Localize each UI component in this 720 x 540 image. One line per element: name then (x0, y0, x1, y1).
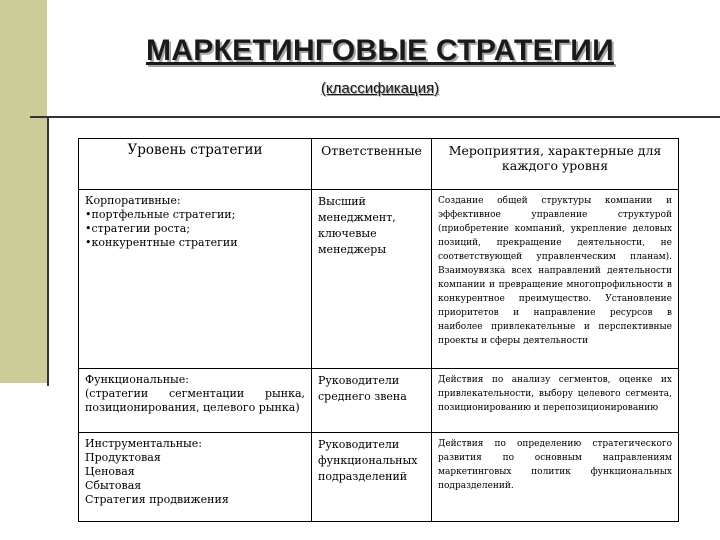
level-item: Сбытовая (85, 479, 142, 492)
level-cell (79, 190, 312, 369)
level-item: •стратегии роста; (85, 222, 191, 235)
activities-cell: Создание общей структуры компании и эффективное управление структурой (приобретение компаний, укрепление деловых позиций, прекращение деятельности, не соответствующей управленческим планам). Взаимоувязка всех направлений деятельности компании и превращение многопрофильности в конкурентное преимущество. Установление приоритетов и направление ресурсов в наиболее привлекательные и перспективные проекты и сферы деятельности (432, 190, 679, 369)
table-header-row (79, 139, 679, 190)
table-row (79, 369, 679, 433)
level-item: Ценовая (85, 465, 135, 478)
vertical-rule (47, 116, 49, 386)
activities-cell: Действия по анализу сегментов, оценке их привлекательности, выбору целевого сегмента, позиционированию и перепозиционированию (432, 369, 679, 433)
responsible-cell: Руководители функциональных подразделений (312, 433, 432, 522)
table-row (79, 190, 679, 369)
header-activities: Мероприятия, характерные для каждого уровня (432, 139, 679, 190)
level-item: (стратегии сегментации рынка, позиционирования, целевого рынка) (85, 387, 305, 414)
strategy-table (78, 138, 679, 522)
page-title: МАРКЕТИНГОВЫЕ СТРАТЕГИИ (145, 34, 615, 67)
level-title: Корпоративные: (85, 194, 181, 207)
activities-cell: Действия по определению стратегического развития по основным направлениям маркетинговых политик функциональных подразделений. (432, 433, 679, 522)
level-item: •конкурентные стратегии (85, 236, 238, 249)
level-title: Инструментальные: (85, 437, 203, 450)
header-responsible: Ответственные (312, 139, 432, 190)
side-accent-bar (0, 0, 47, 383)
horizontal-rule (30, 116, 720, 118)
page-subtitle: (классификация) (320, 80, 440, 97)
responsible-cell: Высший менеджмент, ключевые менеджеры (312, 190, 432, 369)
level-item: •портфельные стратегии; (85, 208, 236, 221)
table-row (79, 433, 679, 522)
level-item: Продуктовая (85, 451, 161, 464)
responsible-cell: Руководители среднего звена (312, 369, 432, 433)
level-title: Функциональные: (85, 373, 190, 386)
header-level: Уровень стратегии (79, 139, 312, 190)
level-cell (79, 369, 312, 433)
level-cell (79, 433, 312, 522)
level-item: Стратегия продвижения (85, 493, 229, 506)
